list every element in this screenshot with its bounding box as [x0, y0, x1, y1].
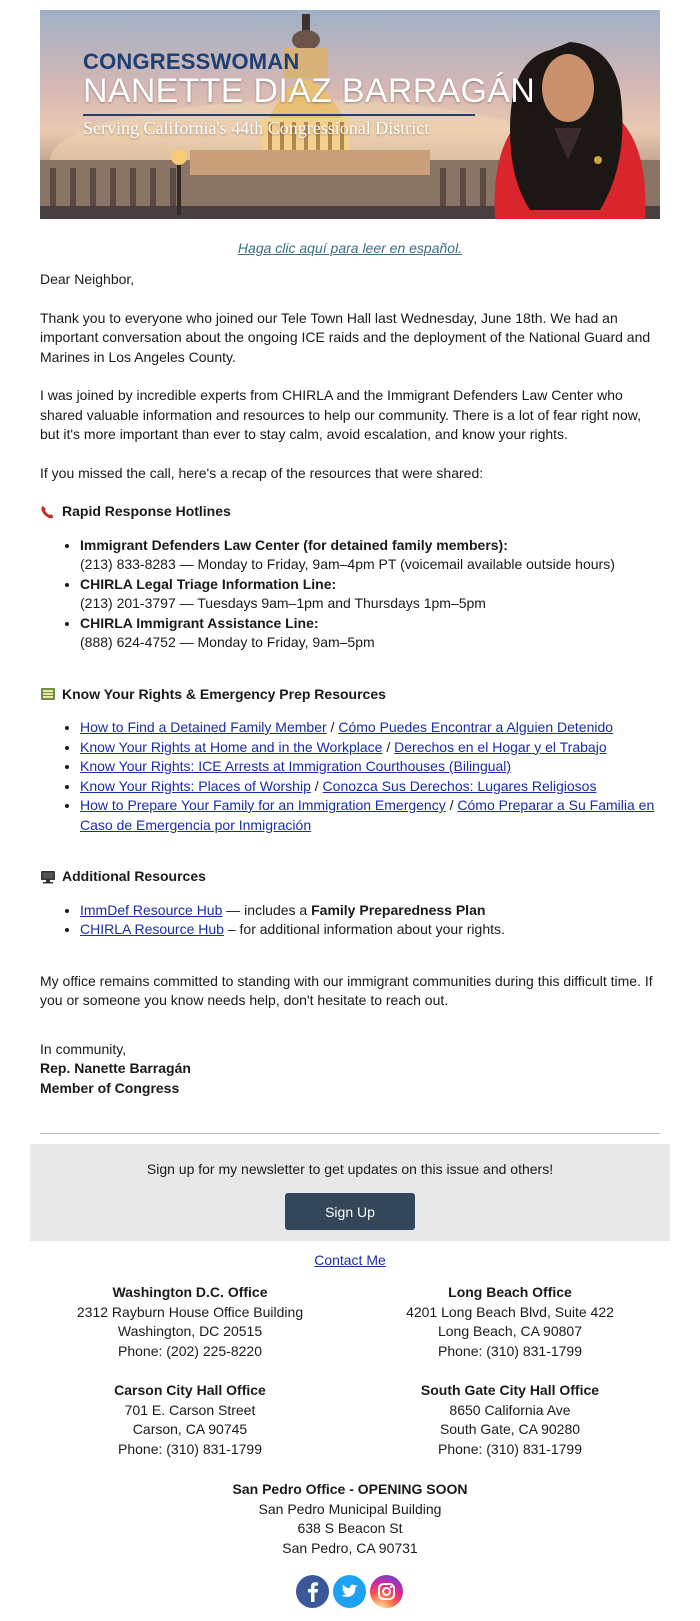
banner-divider	[83, 114, 475, 116]
email-body	[40, 270, 662, 1098]
newsletter-text: Sign up for my newsletter to get updates on this issue and others!	[146, 1161, 554, 1177]
ledger-book-icon	[40, 686, 56, 702]
office-dc	[40, 1283, 340, 1361]
additional-item	[80, 920, 662, 940]
rights-item	[80, 796, 662, 835]
twitter-icon[interactable]	[333, 1575, 366, 1608]
header-banner	[40, 10, 660, 219]
office-line: 4201 Long Beach Blvd, Suite 422	[406, 1303, 614, 1320]
chirla-hub-link[interactable]: CHIRLA Resource Hub	[80, 921, 224, 937]
computer-monitor-icon	[40, 869, 56, 885]
additional-list	[40, 901, 662, 940]
office-line: San Pedro Municipal Building	[258, 1500, 442, 1517]
greeting: Dear Neighbor,	[40, 271, 135, 287]
office-title: San Pedro Office - OPENING SOON	[232, 1481, 468, 1497]
additional-bold: Family Preparedness Plan	[311, 901, 486, 918]
rights-item	[80, 777, 662, 797]
office-title: Carson City Hall Office	[114, 1382, 266, 1398]
office-line: Washington, DC 20515	[117, 1323, 263, 1339]
signoff-title: Member of Congress	[40, 1079, 180, 1096]
contact-me	[0, 1252, 700, 1268]
rights-item	[80, 738, 662, 758]
office-line: South Gate, CA 90280	[439, 1421, 581, 1437]
office-line: Phone: (310) 831-1799	[438, 1342, 582, 1359]
additional-item	[80, 901, 662, 921]
banner-name: NANETTE DIAZ BARRAGÁN	[83, 72, 536, 110]
immdef-hub-link[interactable]: ImmDef Resource Hub	[80, 901, 223, 918]
rights-item	[80, 757, 662, 777]
rights-heading	[40, 685, 662, 705]
rights-list	[40, 718, 662, 835]
resource-link-es[interactable]: Cómo Preparar a Su Familia en Caso de Emergencia por Inmigración	[80, 797, 655, 833]
link-separator: /	[382, 738, 395, 755]
hotline-title: Immigrant Defenders Law Center (for detained family members):	[80, 536, 508, 553]
signoff-name: Rep. Nanette Barragán	[40, 1060, 191, 1076]
office-line: 2312 Rayburn House Office Building	[76, 1303, 304, 1320]
hotline-title: CHIRLA Legal Triage Information Line:	[80, 575, 337, 592]
office-line: Phone: (202) 225-8220	[118, 1342, 262, 1359]
footer-divider	[40, 1133, 660, 1134]
hotline-detail: (888) 624-4752 — Monday to Friday, 9am–5pm	[80, 634, 375, 650]
resource-link-en[interactable]: How to Prepare Your Family for an Immigration Emergency	[80, 797, 446, 813]
additional-text: – for additional information about your rights.	[223, 921, 505, 937]
additional-heading	[40, 867, 662, 887]
resource-link-es[interactable]: Conozca Sus Derechos: Lugares Religiosos	[322, 777, 597, 794]
office-long-beach	[360, 1283, 660, 1361]
office-line: Phone: (310) 831-1799	[438, 1440, 582, 1457]
rights-section	[40, 685, 662, 836]
resource-link-en[interactable]: Know Your Rights at Home and in the Workplace	[80, 738, 383, 755]
link-separator: /	[445, 797, 458, 813]
hotline-detail: (213) 201-3797 — Tuesdays 9am–1pm and Thursdays 1pm–5pm	[80, 595, 486, 611]
facebook-icon[interactable]	[296, 1575, 329, 1608]
hotlines-section	[40, 502, 662, 653]
sign-up-button[interactable]: Sign Up	[285, 1193, 415, 1230]
experts-paragraph: I was joined by incredible experts from CHIRLA and the Immigrant Defenders Law Center who shared valuable information and resources to help our community. There is a lot of fear right now, but it's more important than ever to stay calm, avoid escalation, and know your rights.	[40, 387, 642, 442]
office-line: 701 E. Carson Street	[124, 1401, 256, 1418]
additional-text: — includes a	[222, 901, 312, 918]
resource-link-es[interactable]: Derechos en el Hogar y el Trabajo	[394, 738, 607, 755]
office-line: 8650 California Ave	[449, 1401, 571, 1418]
intro-paragraph: Thank you to everyone who joined our Tele Town Hall last Wednesday, June 18th. We had an important conversation about the ongoing ICE raids and the deployment of the National Guard and Marines in Los Angeles County.	[40, 309, 651, 365]
office-title: Long Beach Office	[448, 1284, 572, 1300]
hotlines-heading	[40, 502, 662, 522]
office-line: Long Beach, CA 90807	[437, 1323, 582, 1339]
signoff-line: In community,	[40, 1040, 127, 1057]
resource-link-en[interactable]: Know Your Rights: ICE Arrests at Immigration Courthouses (Bilingual)	[80, 758, 512, 774]
link-separator: /	[310, 777, 323, 794]
office-san-pedro	[200, 1480, 500, 1558]
hotline-item	[80, 536, 662, 575]
link-separator: /	[326, 719, 339, 735]
social-links	[296, 1575, 406, 1609]
hotlines-list	[40, 536, 662, 653]
hotline-item	[80, 575, 662, 614]
office-line: Carson, CA 90745	[132, 1421, 248, 1437]
rights-heading-text: Know Your Rights & Emergency Prep Resources	[62, 685, 386, 702]
banner-tagline: Serving California's 44th Congressional District	[83, 118, 430, 138]
resource-link-en[interactable]: How to Find a Detained Family Member	[80, 719, 327, 735]
hotline-detail: (213) 833-8283 — Monday to Friday, 9am–4pm PT (voicemail available outside hours)	[80, 556, 615, 572]
hotlines-heading-text: Rapid Response Hotlines	[62, 503, 231, 519]
additional-heading-text: Additional Resources	[62, 868, 206, 884]
office-title: Washington D.C. Office	[112, 1284, 268, 1300]
office-line: San Pedro, CA 90731	[282, 1539, 418, 1556]
recap-paragraph: If you missed the call, here's a recap of the resources that were shared:	[40, 464, 484, 481]
closing-paragraph: My office remains committed to standing with our immigrant communities during this difficult time. If you or someone you know needs help, don't hesitate to reach out.	[40, 972, 653, 1008]
signoff	[40, 1040, 662, 1099]
instagram-icon[interactable]	[370, 1575, 403, 1608]
contact-me-link[interactable]: Contact Me	[314, 1252, 386, 1268]
telephone-icon	[40, 504, 56, 520]
hotline-item	[80, 614, 662, 653]
office-south-gate	[360, 1381, 660, 1459]
additional-section	[40, 867, 662, 940]
office-line: 638 S Beacon St	[297, 1520, 403, 1536]
office-line: Phone: (310) 831-1799	[118, 1440, 262, 1457]
spanish-version-link[interactable]: Haga clic aquí para leer en español.	[237, 240, 463, 256]
resource-link-en[interactable]: Know Your Rights: Places of Worship	[80, 777, 311, 794]
office-title: South Gate City Hall Office	[420, 1382, 600, 1398]
newsletter-box	[30, 1144, 670, 1241]
resource-link-es[interactable]: Cómo Puedes Encontrar a Alguien Detenido	[338, 719, 614, 735]
rights-item	[80, 718, 662, 738]
hotline-title: CHIRLA Immigrant Assistance Line:	[80, 614, 319, 631]
banner-subtitle: CONGRESSWOMAN	[83, 49, 300, 74]
office-carson	[40, 1381, 340, 1459]
